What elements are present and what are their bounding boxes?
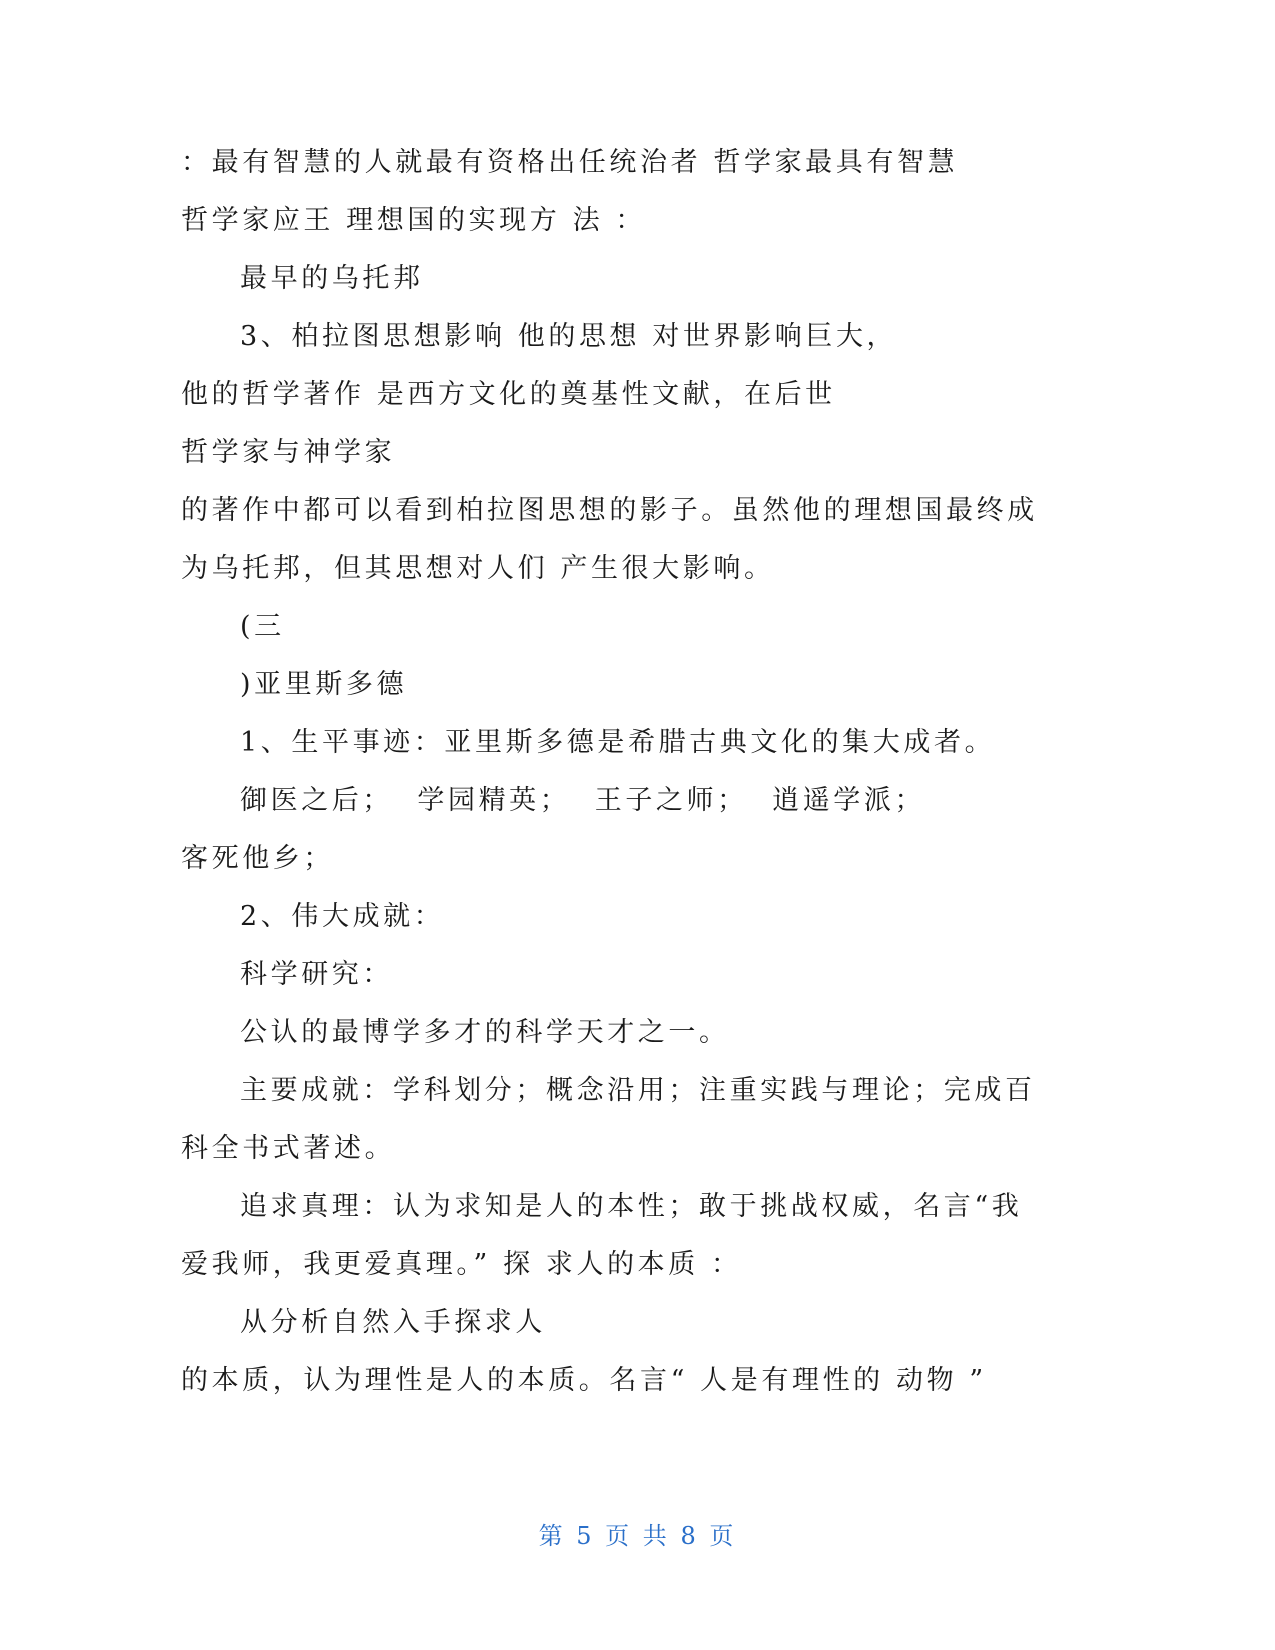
text-line: 1、生平事迹：亚里斯多德是希腊古典文化的集大成者。 (240, 727, 996, 758)
text-line: 主要成就：学科划分；概念沿用；注重实践与理论；完成百 (240, 1075, 1036, 1106)
text-line: 哲学家应王 理想国的实现方 法 ： (181, 205, 646, 236)
text-line: 公认的最博学多才的科学天才之一。 (240, 1017, 730, 1048)
text-line: ：最有智慧的人就最有资格出任统治者 哲学家最具有智慧 (181, 147, 959, 178)
text-line: 2、伟大成就： (240, 901, 445, 932)
section-heading-part: (三 (240, 611, 285, 642)
text-line: 追求真理：认为求知是人的本性；敢于挑战权威，名言“我 (240, 1191, 1023, 1222)
text-line: 为乌托邦，但其思想对人们 产生很大影响。 (181, 553, 775, 584)
text-line: 科全书式著述。 (181, 1133, 396, 1164)
text-line: 的著作中都可以看到柏拉图思想的影子。虽然他的理想国最终成 (181, 495, 1038, 526)
page-number-footer: 第 5 页 共 8 页 (538, 1522, 737, 1550)
text-line: 哲学家与神学家 (181, 437, 396, 468)
text-line: 从分析自然入手探求人 (240, 1307, 546, 1338)
text-line: 客死他乡； (181, 843, 334, 874)
text-line: 御医之后； 学园精英； 王子之师； 逍遥学派； (240, 785, 926, 816)
text-line: 的本质，认为理性是人的本质。名言“ 人是有理性的 动物 ” (181, 1365, 987, 1396)
text-line: 3、柏拉图思想影响 他的思想 对世界影响巨大， (240, 321, 898, 352)
text-line: 他的哲学著作 是西方文化的奠基性文献，在后世 (181, 379, 836, 410)
text-line: 爱我师，我更爱真理。” 探 求人的本质 ： (181, 1249, 742, 1280)
section-heading: )亚里斯多德 (240, 669, 408, 700)
text-line: 科学研究： (240, 959, 393, 990)
text-line: 最早的乌托邦 (240, 263, 424, 294)
